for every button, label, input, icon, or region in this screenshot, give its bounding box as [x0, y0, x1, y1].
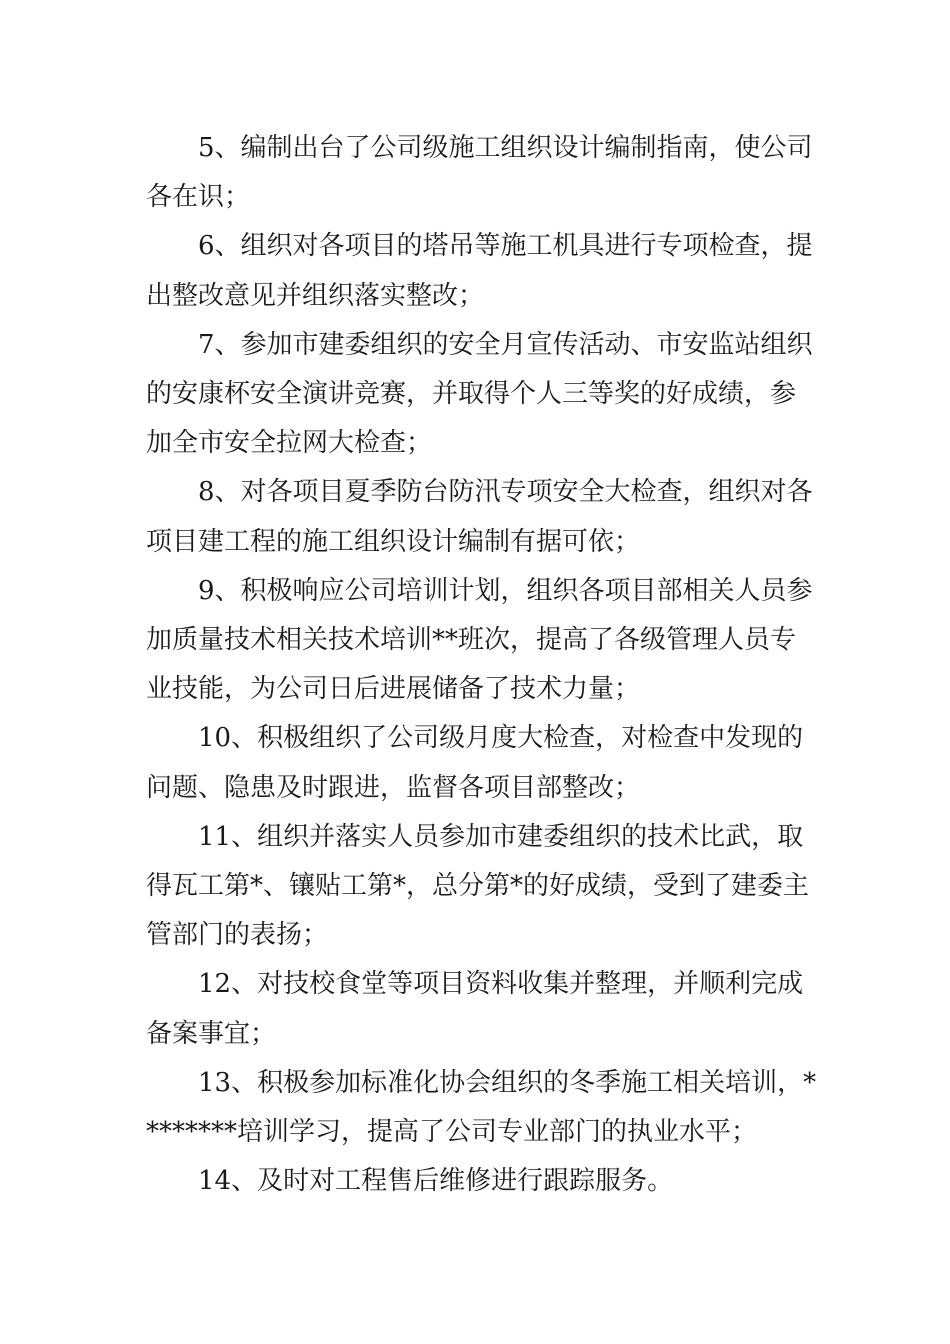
paragraph-line: 7、参加市建委组织的安全月宣传活动、市安监站组织: [198, 329, 813, 360]
paragraph-line: 项目建工程的施工组织设计编制有据可依；: [146, 526, 641, 557]
paragraph-line: 问题、隐患及时跟进，监督各项目部整改；: [146, 772, 641, 803]
paragraph-line: 加全市安全拉网大检查；: [146, 428, 433, 459]
paragraph-item-5: [146, 124, 813, 222]
paragraph-line: 12、对技校食堂等项目资料收集并整理，并顺利完成: [198, 969, 804, 1000]
paragraph-line: 11、组织并落实人员参加市建委组织的技术比武，取: [198, 821, 804, 852]
paragraph-item-14: [146, 1157, 810, 1206]
paragraph-item-12: [146, 960, 810, 1058]
paragraph-line: 5、编制出台了公司级施工组织设计编制指南，使公司: [198, 133, 813, 163]
paragraph-line: 管部门的表扬；: [146, 920, 329, 951]
paragraph-item-10: [146, 714, 810, 812]
paragraph-item-7: [146, 321, 813, 469]
paragraph-item-9: [146, 567, 813, 715]
paragraph-line: 14、及时对工程售后维修进行跟踪服务。: [198, 1166, 674, 1197]
paragraph-item-11: [146, 813, 810, 961]
paragraph-item-8: [146, 468, 813, 566]
paragraph-line: 加质量技术相关技术培训**班次，提高了各级管理人员专: [146, 625, 797, 656]
paragraph-line: 备案事宜；: [146, 1018, 277, 1049]
paragraph-line: 6、组织对各项目的塔吊等施工机具进行专项检查，提: [198, 231, 813, 262]
paragraph-line: 出整改意见并组织落实整改；: [146, 280, 485, 311]
paragraph-line: 9、积极响应公司培训计划，组织各项目部相关人员参: [198, 575, 813, 606]
paragraph-line: 8、对各项目夏季防台防汛专项安全大检查，组织对各: [198, 477, 813, 508]
paragraph-line: *******培训学习，提高了公司专业部门的执业水平；: [146, 1117, 758, 1148]
paragraph-line: 的安康杯安全演讲竞赛，并取得个人三等奖的好成绩，参: [146, 379, 797, 410]
paragraph-line: 业技能，为公司日后进展储备了技术力量；: [146, 674, 641, 705]
paragraph-item-6: [146, 222, 813, 320]
paragraph-line: 得瓦工第*、镶贴工第*，总分第*的好成绩，受到了建委主: [146, 871, 810, 902]
paragraph-line: 各在识；: [146, 182, 251, 213]
paragraph-line: 13、积极参加标准化协会组织的冬季施工相关培训，*: [198, 1067, 817, 1098]
document-body: [146, 124, 817, 1206]
paragraph-item-13: [146, 1059, 817, 1157]
paragraph-line: 10、积极组织了公司级月度大检查，对检查中发现的: [198, 723, 804, 754]
